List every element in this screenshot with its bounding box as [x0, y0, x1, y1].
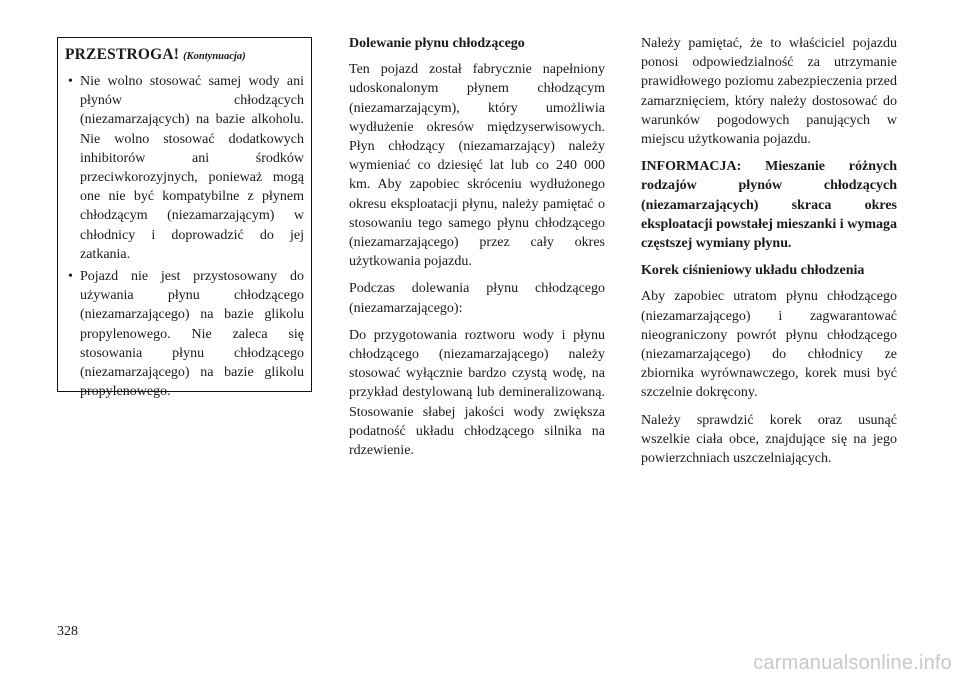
paragraph: Do przygotowania roztworu wody i płynu chłodzącego (niezamarzającego) należy stosować wyłącznie bardzo czystą wodę, na przykład destylowaną lub demineralizowaną. Stosowanie słabej jakości wody zwiększa podatność układu chłodzącego silnika na rdzewienie.	[349, 327, 605, 459]
warning-title: PRZESTROGA!	[65, 46, 180, 63]
right-column	[641, 34, 897, 476]
warning-list	[65, 72, 304, 401]
warning-item	[65, 72, 304, 264]
watermark-text: carmanualsonline.info	[753, 652, 952, 674]
warning-header	[65, 47, 304, 65]
section-heading-coolant-refill: Dolewanie płynu chłodzącego	[349, 36, 525, 51]
information-note: INFORMACJA: Mieszanie różnych rodzajów płynów chłodzących (niezamarzających) skraca okres eksploatacji powstałej mieszanki i wymaga częstszej wymiany płynu.	[641, 159, 897, 252]
warning-item-text: Nie wolno stosować samej wody ani płynów chłodzących (niezamarzających) na bazie alkoholu. Nie wolno stosować dodatkowych inhibitorów ani środków przeciwkorozyjnych, ponieważ mogą one nie być kompatybilne z płynem chłodzącym (niezamarzającym) w chłodnicy i doprowadzić do jej zatkania.	[80, 74, 304, 262]
warning-item-text: Pojazd nie jest przystosowany do używania płynu chłodzącego (niezamarzającego) na bazie glikolu propylenowego. Nie zaleca się stosowania płynu chłodzącego (niezamarzającego) na bazie glikolu propylenowego.	[80, 269, 304, 400]
warning-item	[65, 267, 304, 401]
middle-column	[349, 34, 605, 468]
section-heading-pressure-cap: Korek ciśnieniowy układu chłodzenia	[641, 263, 865, 279]
page-number: 328	[57, 624, 78, 639]
bullet-icon: •	[68, 74, 73, 89]
bullet-icon: •	[68, 269, 73, 285]
paragraph: Ten pojazd został fabrycznie napełniony udoskonalonym płynem chłodzącym (niezamarzającym), który umożliwia wydłużenie okresów międzyserwisowych. Płyn chłodzący (niezamarzający) należy wymieniać co dziesięć lat lub co 240 000 km. Aby zapobiec skróceniu wydłużonego okresu eksploatacji płynu, należy pamiętać o stosowaniu tego samego płynu chłodzącego (niezamarzającego) przez cały okres użytkowania pojazdu.	[349, 62, 605, 270]
paragraph: Należy sprawdzić korek oraz usunąć wszelkie ciała obce, znajdujące się na jego powierzchniach uszczelniających.	[641, 412, 897, 467]
paragraph: Należy pamiętać, że to właściciel pojazdu ponosi odpowiedzialność za utrzymanie prawidłowego poziomu zabezpieczenia przed zamarznięciem, który należy dostosować do warunków pogodowych panujących w miejscu użytkowania pojazdu.	[641, 36, 897, 148]
paragraph: Podczas dolewania płynu chłodzącego (niezamarzającego):	[349, 281, 605, 316]
warning-continuation: (Kontynuacja)	[183, 51, 246, 62]
warning-box	[57, 37, 312, 400]
paragraph: Aby zapobiec utratom płynu chłodzącego (niezamarzającego) i zagwarantować nieograniczony powrót płynu chłodzącego (niezamarzającego) do chłodnicy ze zbiornika wyrównawczego, korek musi być szczelnie dokręcony.	[641, 289, 897, 401]
